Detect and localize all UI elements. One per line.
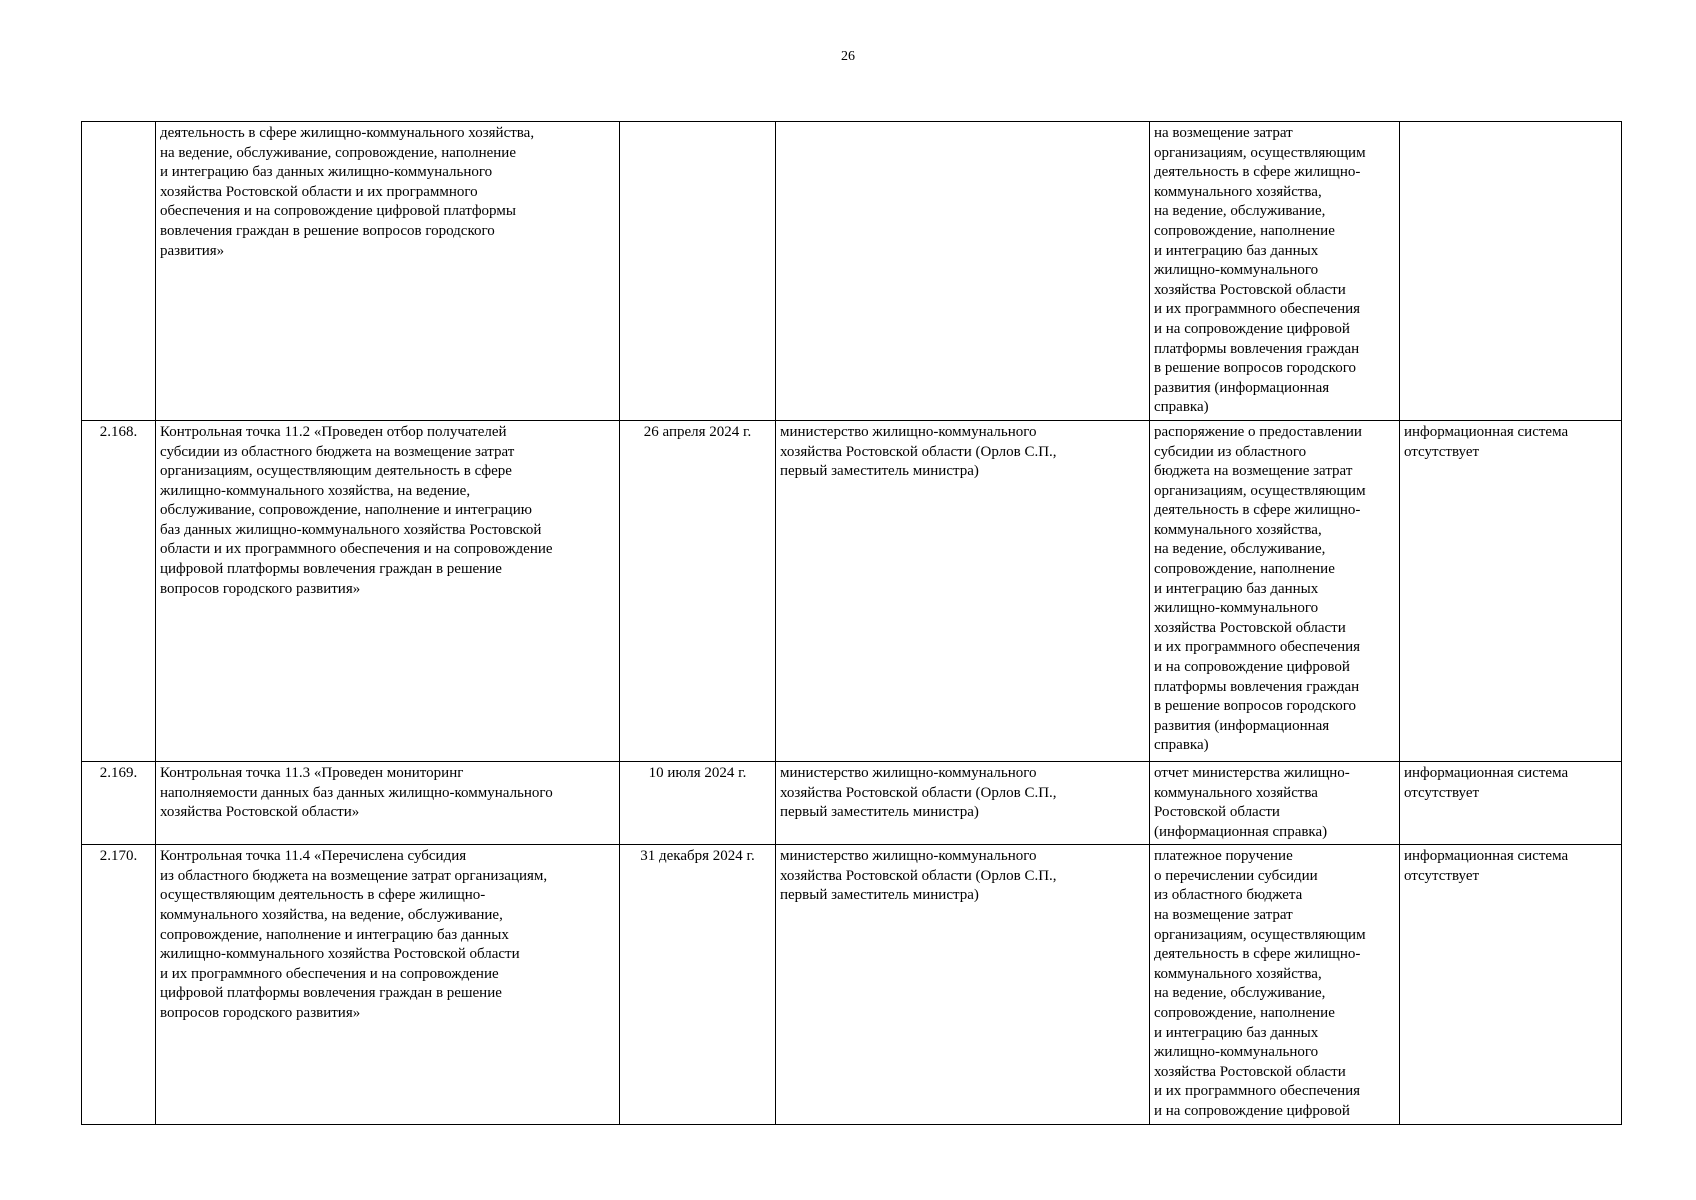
document-cell: на возмещение затрат организациям, осуществляющим деятельность в сфере жилищно- коммунального хозяйства, на ведение, обслуживание, сопровождение, наполнение и интеграцию баз данных жилищно-коммунального хозяйства Ростовской области и их программного обеспечения и на сопровождение цифровой платформы вовлечения граждан в решение вопросов городского развития (информационная справка) [1150,122,1400,421]
information-system-cell: информационная система отсутствует [1400,845,1622,1125]
row-number-cell: 2.168. [82,420,156,761]
row-number-cell: 2.170. [82,845,156,1125]
page-number: 26 [841,49,855,64]
responsible-cell [776,122,1150,421]
responsible-cell: министерство жилищно-коммунального хозяйства Ростовской области (Орлов С.П., первый заместитель министра) [776,845,1150,1125]
responsible-cell: министерство жилищно-коммунального хозяйства Ростовской области (Орлов С.П., первый заместитель министра) [776,761,1150,844]
event-description-cell: Контрольная точка 11.3 «Проведен мониторинг наполняемости данных баз данных жилищно-коммунального хозяйства Ростовской области» [156,761,620,844]
table-row [82,845,1622,1125]
information-system-cell: информационная система отсутствует [1400,420,1622,761]
deadline-cell: 10 июля 2024 г. [620,761,776,844]
control-points-table [81,121,1622,1125]
document-cell: платежное поручение о перечислении субсидии из областного бюджета на возмещение затрат организациям, осуществляющим деятельность в сфере жилищно- коммунального хозяйства, на ведение, обслуживание, сопровождение, наполнение и интеграцию баз данных жилищно-коммунального хозяйства Ростовской области и их программного обеспечения и на сопровождение цифровой [1150,845,1400,1125]
event-description-cell: Контрольная точка 11.2 «Проведен отбор получателей субсидии из областного бюджета на возмещение затрат организациям, осуществляющим деятельность в сфере жилищно-коммунального хозяйства, на ведение, обслуживание, сопровождение, наполнение и интеграцию баз данных жилищно-коммунального хозяйства Ростовской области и их программного обеспечения и на сопровождение цифровой платформы вовлечения граждан в решение вопросов городского развития» [156,420,620,761]
deadline-cell: 26 апреля 2024 г. [620,420,776,761]
deadline-cell: 31 декабря 2024 г. [620,845,776,1125]
table-row [82,420,1622,761]
information-system-cell [1400,122,1622,421]
row-number-cell [82,122,156,421]
deadline-cell [620,122,776,421]
table-row [82,122,1622,421]
event-description-cell: Контрольная точка 11.4 «Перечислена субсидия из областного бюджета на возмещение затрат организациям, осуществляющим деятельность в сфере жилищно- коммунального хозяйства, на ведение, обслуживание, сопровождение, наполнение и интеграцию баз данных жилищно-коммунального хозяйства Ростовской области и их программного обеспечения и на сопровождение цифровой платформы вовлечения граждан в решение вопросов городского развития» [156,845,620,1125]
row-number-cell: 2.169. [82,761,156,844]
information-system-cell: информационная система отсутствует [1400,761,1622,844]
document-cell: распоряжение о предоставлении субсидии из областного бюджета на возмещение затрат организациям, осуществляющим деятельность в сфере жилищно- коммунального хозяйства, на ведение, обслуживание, сопровождение, наполнение и интеграцию баз данных жилищно-коммунального хозяйства Ростовской области и их программного обеспечения и на сопровождение цифровой платформы вовлечения граждан в решение вопросов городского развития (информационная справка) [1150,420,1400,761]
document-cell: отчет министерства жилищно- коммунального хозяйства Ростовской области (информационная справка) [1150,761,1400,844]
event-description-cell: деятельность в сфере жилищно-коммунального хозяйства, на ведение, обслуживание, сопровождение, наполнение и интеграцию баз данных жилищно-коммунального хозяйства Ростовской области и их программного обеспечения и на сопровождение цифровой платформы вовлечения граждан в решение вопросов городского развития» [156,122,620,421]
responsible-cell: министерство жилищно-коммунального хозяйства Ростовской области (Орлов С.П., первый заместитель министра) [776,420,1150,761]
table-row [82,761,1622,844]
